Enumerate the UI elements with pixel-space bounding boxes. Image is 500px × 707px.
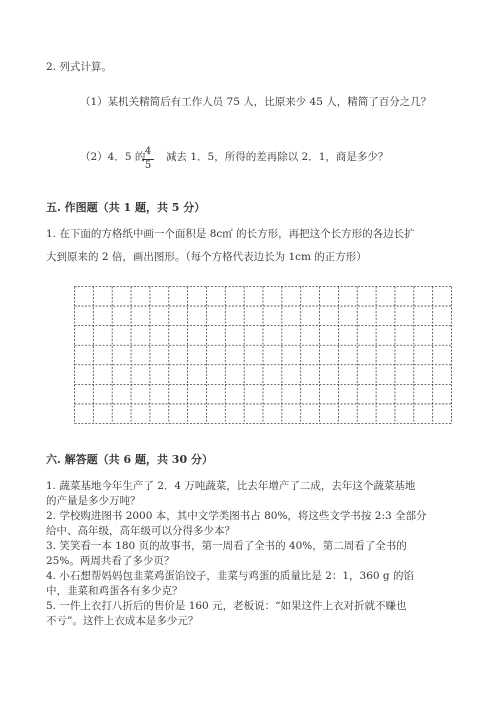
graph-paper-grid[interactable]	[74, 286, 452, 424]
question-5-1-line-2: 大到原来的 2 倍，画出图形。（每个方格代表边长为 1cm 的正方形）	[46, 251, 367, 263]
question-2-1: （1）某机关精简后有工作人员 75 人，比原来少 45 人，精简了百分之几？	[80, 96, 432, 108]
question-line: 中，韭菜和鸡蛋各有多少克？	[46, 585, 183, 597]
question-line: 1. 蔬菜基地今年生产了 2．4 万吨蔬菜，比去年增产了二成，去年这个蔬菜基地	[46, 480, 416, 492]
question-line: 给中、高年级，高年级可以分得多少本？	[46, 525, 235, 537]
fraction-four-fifths	[142, 146, 154, 172]
question-line: 25%。两周共看了多少页？	[46, 555, 175, 567]
section-5-heading: 五. 作图题（共 1 题，共 5 分）	[46, 201, 206, 214]
question-line: 4. 小石想帮妈妈包韭菜鸡蛋馅饺子，韭菜与鸡蛋的质量比是 2：1，360 g 的馅	[46, 570, 414, 582]
question-line: 3. 笑笑看一本 180 页的故事书，第一周看了全书的 40%，第二周看了全书的	[46, 540, 407, 552]
question-line: 的产量是多少万吨？	[46, 495, 141, 507]
fraction-numerator: 4	[144, 146, 152, 157]
question-line: 5. 一件上衣打八折后的售价是 160 元，老板说：“如果这件上衣对折就不赚也	[46, 600, 407, 612]
section-2-title: 2. 列式计算。	[46, 61, 112, 73]
section-6-heading: 六. 解答题（共 6 题，共 30 分）	[46, 453, 213, 466]
question-5-1-line-1: 1. 在下面的方格纸中画一个面积是 8c㎡ 的长方形，再把这个长方形的各边长扩	[46, 228, 415, 240]
fraction-denominator: 5	[144, 160, 152, 171]
question-line: 不亏”。这件上衣成本是多少元？	[46, 615, 199, 627]
question-2-2-prefix: （2）4．5 的	[80, 151, 146, 163]
question-2-2-suffix: 减去 1．5，所得的差再除以 2．1，商是多少？	[166, 151, 389, 163]
question-line: 2. 学校购进图书 2000 本，其中文学类图书占 80%，将这些文学书按 2:3 全部分	[46, 510, 427, 522]
